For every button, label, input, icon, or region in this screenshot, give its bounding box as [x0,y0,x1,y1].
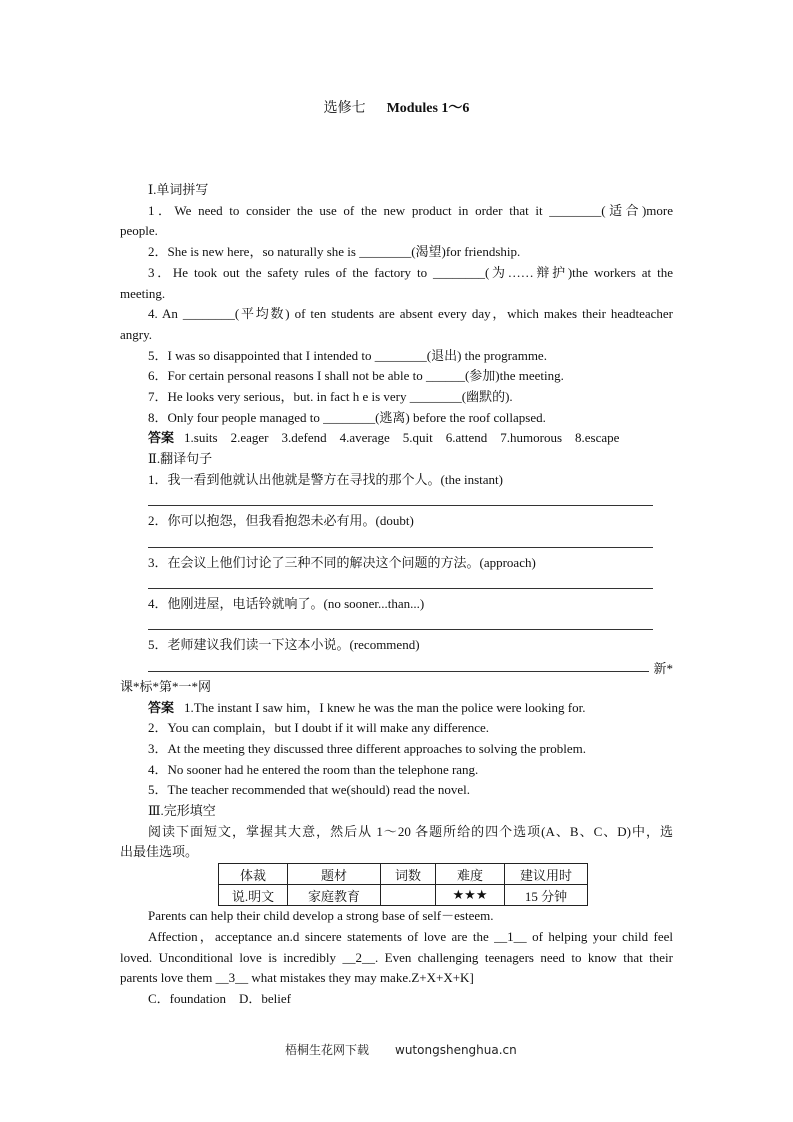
table-header-row [219,864,588,885]
s2-question-1: 1．我一看到他就认出他就是警方在寻找的那个人。(the instant) [148,471,503,487]
s2-answer-5: 5．The teacher recommended that we(should) read the novel. [148,782,470,798]
blank-rule [148,505,653,506]
s1-question-1-cont: people. [120,223,158,239]
s1-question-6: 6．For certain personal reasons I shall not be able to ______(参加)the meeting. [148,368,564,384]
passage-paragraph-2: Affection，acceptance an.d sincere statements of love are the __1__ of helping your child feel [148,928,673,944]
s1-question-4: 4. An ________(平均数) of ten students are absent every day，which makes their headteacher [148,306,673,322]
s1-question-4-cont: angry. [120,326,153,342]
passage-paragraph-2-cont: loved. Unconditional love is incredibly __2__. Even challenging teenagers need to know that their [120,949,673,965]
answer-blank-line[interactable] [120,573,673,594]
answer-blank-line[interactable] [120,491,673,512]
table-header-cell: 体裁 [219,864,288,885]
table-cell: 说.明文 [219,885,288,906]
watermark-fragment: 新* [653,660,673,676]
answer-text: 1.suits 2.eager 3.defend 4.average 5.quit 6.attend 7.humorous 8.escape [184,430,620,446]
s2-answer-3: 3．At the meeting they discussed three different approaches to solving the problem. [148,740,587,756]
answer-label: 答案 [148,699,175,715]
answer-label: 答案 [148,430,175,446]
s2-answer-2: 2．You can complain，but I doubt if it will make any difference. [148,720,490,736]
blank-rule [148,671,649,672]
table-header-cell: 词数 [381,864,436,885]
answer-blank-line[interactable] [120,615,673,636]
table-cell [381,885,436,906]
document-body [120,180,673,1010]
s2-question-5: 5．老师建议我们读一下这本小说。(recommend) [148,637,420,653]
table-header-cell: 题材 [288,864,381,885]
s1-question-1: 1．We need to consider the use of the new product in order that it ________(适合)more [148,202,673,218]
section-2-heading: Ⅱ.翻译句子 [148,451,213,467]
s1-question-7: 7．He looks very serious，but. in fact h e is very ________(幽默的). [148,389,513,405]
section-3-heading: Ⅲ.完形填空 [148,803,216,819]
answer-blank-line[interactable] [120,532,673,553]
s2-answer-4: 4．No sooner had he entered the room than the telephone rang. [148,761,479,777]
s1-question-2: 2．She is new here，so naturally she is ________(渴望)for friendship. [148,244,521,260]
answer-text: 1.The instant I saw him，I knew he was the man the police were looking for. [184,699,586,715]
table-cell: ★★★ [436,885,505,906]
footer-site-url: wutongshenghua.cn [395,1043,517,1057]
passage-paragraph-2-end: parents love them __3__ what mistakes they may make.Z+X+X+K] [120,970,474,986]
s1-question-5: 5．I was so disappointed that I intended to ________(退出) the programme. [148,347,547,363]
s1-answers [120,428,673,449]
s3-instructions: 阅读下面短文，掌握其大意，然后从 1～20 各题所给的四个选项(A、B、C、D)中，选 [148,823,673,839]
answer-blank-line[interactable] [120,656,673,677]
passage-info-table [218,863,588,906]
page-title [0,97,793,117]
s2-answer-1 [120,698,673,719]
passage-paragraph-1: Parents can help their child develop a strong base of self－esteem. [148,908,494,924]
blank-rule [148,629,653,630]
answer-options: C．foundation D．belief [148,990,291,1006]
s1-question-3-cont: meeting. [120,285,166,301]
table-cell: 15 分钟 [505,885,588,906]
section-1-heading: Ⅰ.单词拼写 [148,182,209,197]
table-row [219,885,588,906]
watermark-line: 课*标*第*一*网 [120,678,212,694]
blank-rule [148,547,653,548]
table-header-cell: 难度 [436,864,505,885]
s3-instructions-cont: 出最佳选项。 [120,844,199,860]
s2-question-3: 3．在会议上他们讨论了三种不同的解决这个问题的方法。(approach) [148,554,536,570]
page-title-cn: 选修七 [323,101,366,116]
s2-question-4: 4．他刚进屋，电话铃就响了。(no sooner...than...) [148,596,425,612]
blank-rule [148,588,653,589]
s2-question-2: 2．你可以抱怨，但我看抱怨未必有用。(doubt) [148,513,414,529]
s1-question-8: 8．Only four people managed to ________(逃离) before the roof collapsed. [148,409,546,425]
footer [285,1041,543,1058]
footer-site-name: 梧桐生花网下载 [285,1043,370,1057]
table-cell: 家庭教育 [288,885,381,906]
page-title-en: Modules 1～6 [386,101,470,116]
table-header-cell: 建议用时 [505,864,588,885]
s1-question-3: 3．He took out the safety rules of the factory to ________(为……辩护)the workers at the [148,264,673,280]
